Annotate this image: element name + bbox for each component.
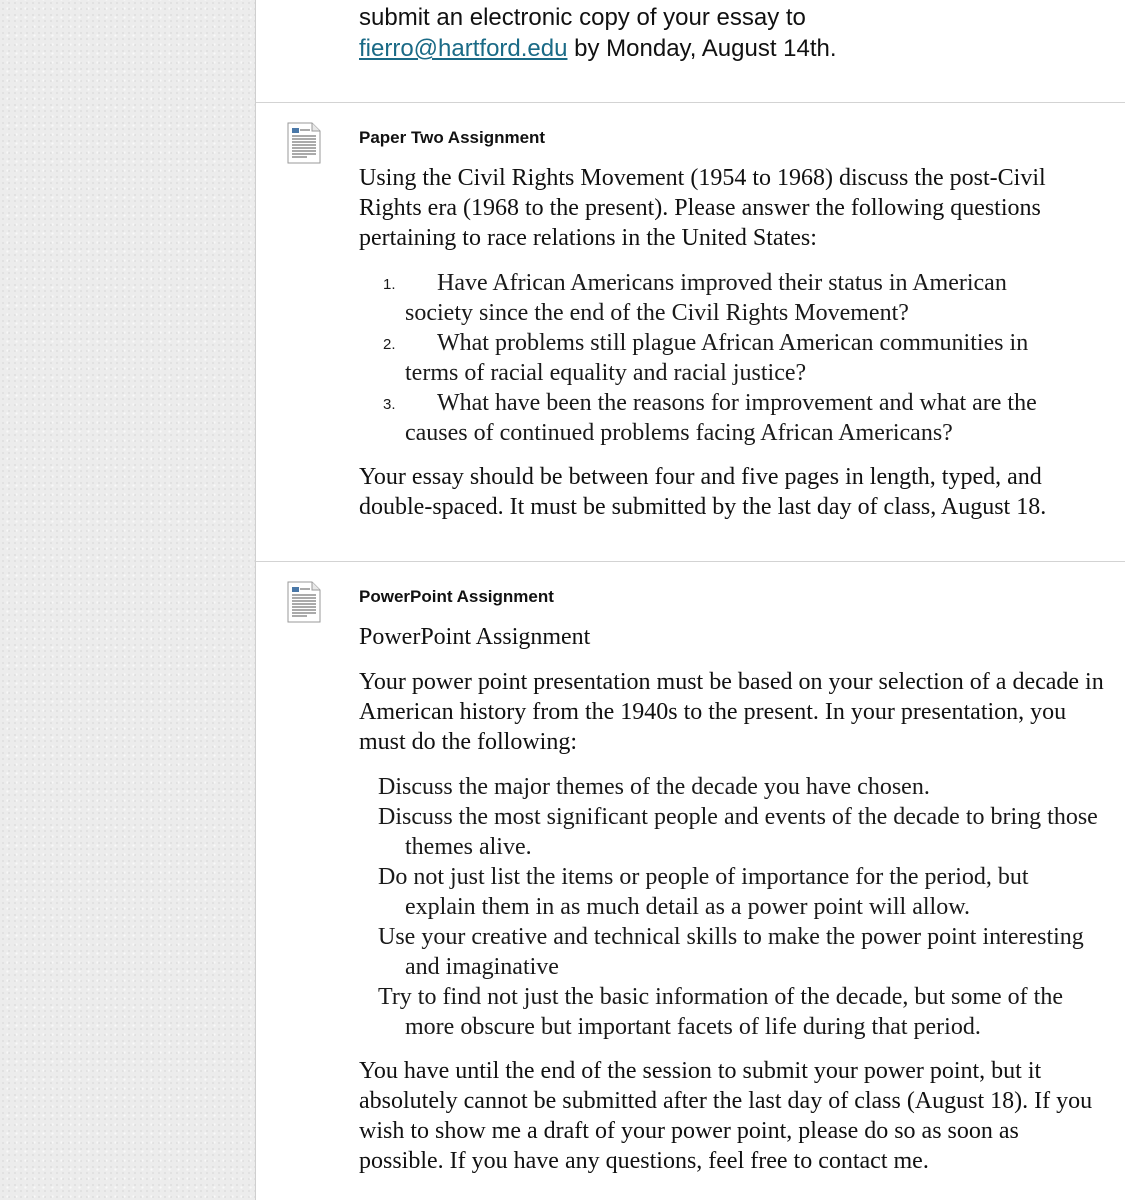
section-divider <box>256 102 1125 103</box>
list-item: Discuss the most significant people and events of the decade to bring those themes alive. <box>378 804 1098 860</box>
paper-two-intro-text: Using the Civil Rights Movement (1954 to 1968) discuss the post-Civil Rights era (1968 to the present). Please answer the following questions pertaining to race relations in the United States: <box>359 165 1046 251</box>
list-item <box>359 328 1104 388</box>
paper-two-closing <box>359 462 1104 522</box>
submission-instructions <box>359 2 1099 64</box>
paper-two-questions <box>359 268 1104 448</box>
powerpoint-closing <box>359 1056 1104 1176</box>
list-item <box>359 388 1104 448</box>
document-icon[interactable] <box>287 122 321 164</box>
powerpoint-requirements <box>378 772 1104 1042</box>
document-icon[interactable] <box>287 581 321 623</box>
list-item: Discuss the major themes of the decade you have chosen. <box>378 774 930 800</box>
email-link[interactable]: fierro@hartford.edu <box>359 35 568 62</box>
list-item: Try to find not just the basic information of the decade, but some of the more obscure but important facets of life during that period. <box>378 984 1063 1040</box>
question-text: What have been the reasons for improvement and what are the <box>437 390 1037 416</box>
section-divider <box>256 561 1125 562</box>
question-text: What problems still plague African American communities in <box>437 330 1029 356</box>
list-number: 1. <box>383 276 396 293</box>
paper-two-closing-text: Your essay should be between four and five pages in length, typed, and double-spaced. It must be submitted by the last day of class, August 18. <box>359 464 1047 520</box>
powerpoint-intro-text: Your power point presentation must be based on your selection of a decade in American history from the 1940s to the present. In your presentation, you must do the following: <box>359 669 1104 755</box>
paper-two-intro <box>359 163 1104 253</box>
powerpoint-closing-text: You have until the end of the session to submit your power point, but it absolutely cannot be submitted after the last day of class (August 18). If you wish to show me a draft of your power point, please do so as soon as possible. If you have any questions, feel free to contact me. <box>359 1058 1093 1174</box>
question-text: society since the end of the Civil Rights Movement? <box>405 300 909 326</box>
powerpoint-subtitle <box>359 622 1104 652</box>
list-item: Do not just list the items or people of importance for the period, but explain them in as much detail as a power point will allow. <box>378 864 1029 920</box>
paper-two-title[interactable]: Paper Two Assignment <box>359 128 546 147</box>
question-text: Have African Americans improved their status in American <box>437 270 1007 296</box>
powerpoint-subtitle-text: PowerPoint Assignment <box>359 624 591 650</box>
list-number: 2. <box>383 336 396 353</box>
submission-line-2 <box>359 33 1099 64</box>
question-text: terms of racial equality and racial justice? <box>405 360 807 386</box>
powerpoint-intro <box>359 667 1104 757</box>
submission-deadline: by Monday, August 14th. <box>567 35 837 62</box>
list-number: 3. <box>383 396 396 413</box>
submission-line-1: submit an electronic copy of your essay to <box>359 4 806 31</box>
question-text: causes of continued problems facing African Americans? <box>405 420 953 446</box>
list-item: Use your creative and technical skills to make the power point interesting and imaginative <box>378 924 1084 980</box>
powerpoint-title[interactable]: PowerPoint Assignment <box>359 587 554 606</box>
list-item <box>359 268 1104 328</box>
left-sidebar-gutter <box>0 0 256 1200</box>
